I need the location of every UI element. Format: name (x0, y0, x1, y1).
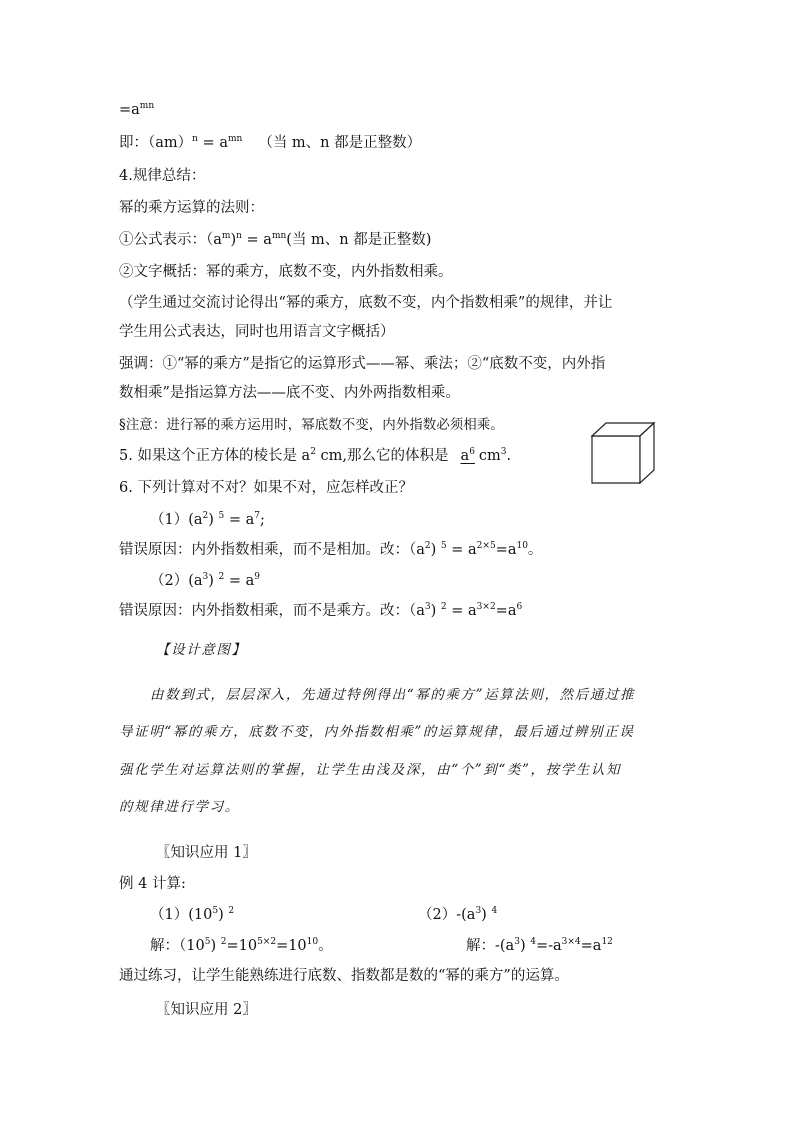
section-rule-summary: 4.规律总结： (119, 168, 206, 184)
example-4: 例 4 计算: (119, 876, 186, 892)
answer-blank: $a^6$ (460, 447, 475, 464)
practice-note: 通过练习，让学生能熟练进行底数、指数都是数的“幂的乘方”的运算。 (119, 968, 569, 984)
knowledge-application-2: 〖知识应用 2〗 (156, 1002, 257, 1018)
question-5: 5. 如果这个正方体的棱长是 $a^2$ cm,那么它的体积是 $a^6$ $cm^3$. (119, 447, 512, 464)
line-conclusion: 即：$(am)^n = a^{mn}$ （当 m、n 都是正整数） (119, 134, 422, 151)
item-2-correction: 错误原因：内外指数相乘，而不是乘方。改：$(a^3)$ $^2 = a^{3\times 2}=a^6$ (119, 602, 523, 619)
design-intent-p4: 的规律进行学习。 (119, 799, 240, 815)
paragraph-emphasis-1: 强调：①“幂的乘方”是指它的运算形式——幂、乘法；②“底数不变，内外指 (119, 356, 606, 372)
item-1-correction: 错误原因：内外指数相乘，而不是相加。改：$(a^2)$ $^5 = a^{2\times 5}=a^{10}$。 (119, 541, 543, 558)
item-2: $(2)(a^3) ^2 = a^9$ (150, 572, 261, 589)
rule-formula: ①公式表示：$(a^m)^n = a^{mn}$(当 m、n 都是正整数) (119, 231, 432, 248)
note-line: §注意：进行幂的乘方运用时，幂底数不变，内外指数必须相乘。 (119, 417, 504, 433)
item-1: $(1)(a^2) ^5 = a^7$; (150, 511, 265, 528)
design-intent-p1: 由数到式，层层深入，先通过特例得出“幂的乘方”运算法则，然后通过推 (150, 687, 636, 703)
design-intent-p3: 强化学生对运算法则的掌握，让学生由浅及深，由“个”到“类”，按学生认知 (119, 762, 622, 778)
knowledge-application-1: 〖知识应用 1〗 (156, 845, 257, 861)
question-6: 6. 下列计算对不对？如果不对，应怎样改正？ (119, 480, 413, 496)
example-4-part-1: $(1)(10^5)$ $^2$ (150, 906, 235, 923)
paragraph-discussion-1: （学生通过交流讨论得出“幂的乘方，底数不变，内个指数相乘”的规律，并让 (119, 295, 613, 311)
cube-icon (590, 420, 660, 486)
rule-heading: 幂的乘方运算的法则： (119, 200, 264, 216)
solution-1: 解：$(10^5)$ $^2=10^{5\times 2}=10^{10}$。 (150, 937, 333, 954)
line-formula-result: $=a^{mn}$ (119, 101, 155, 118)
solution-2: 解：$-(a^3)$ $^4=-a^{3\times 4}=a^{12}$ (466, 937, 613, 954)
paragraph-emphasis-2: 数相乘”是指运算方法——底不变、内外两指数相乘。 (119, 385, 460, 401)
rule-text: ②文字概括：幂的乘方，底数不变，内外指数相乘。 (119, 264, 453, 280)
paragraph-discussion-2: 学生用公式表达，同时也用语言文字概括） (119, 324, 395, 340)
design-intent-heading: 【设计意图】 (156, 642, 247, 658)
example-4-part-2: $(2)-(a^3)$ $^4$ (418, 906, 498, 923)
design-intent-p2: 导证明“幂的乘方，底数不变，内外指数相乘”的运算规律，最后通过辨别正误 (119, 724, 635, 740)
